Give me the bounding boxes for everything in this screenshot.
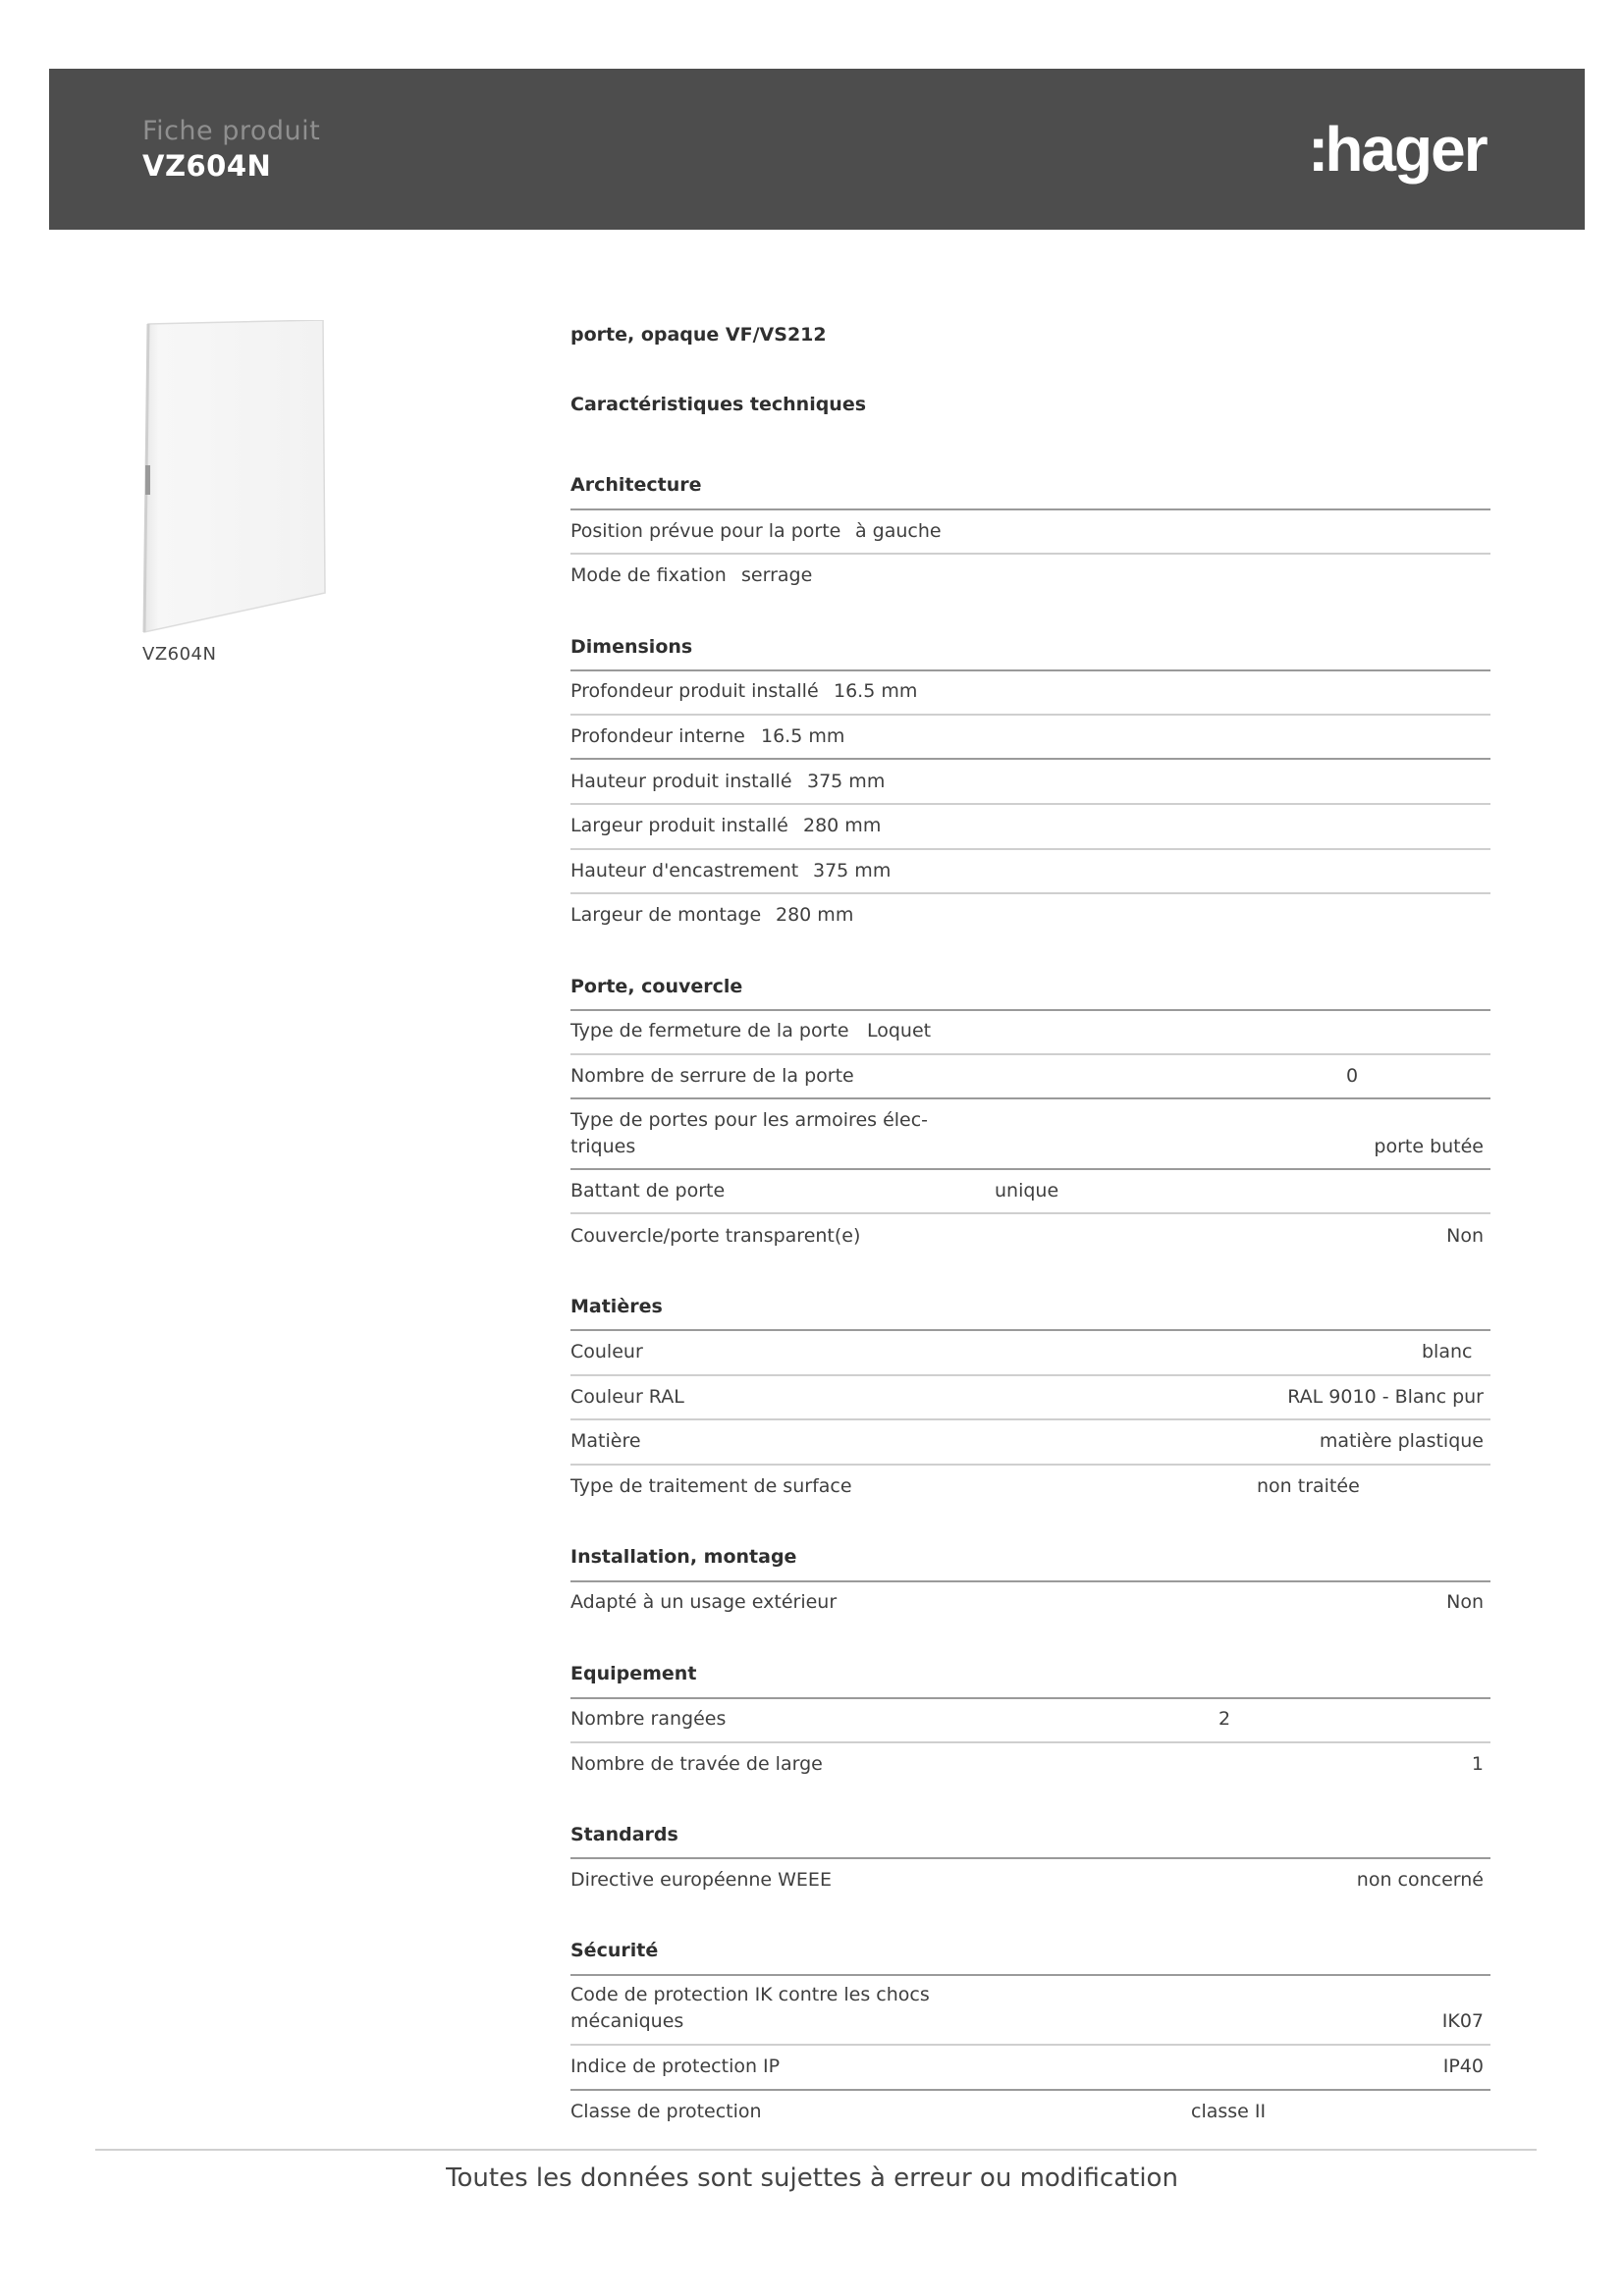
spec-value: blanc [1422,1341,1473,1362]
spec-label-line: triques [570,1136,636,1157]
header-title: VZ604N [142,149,272,183]
section-title-dimensions: Dimensions [570,636,693,658]
spec-row [570,1982,1490,2035]
spec-label-line: Code de protection IK contre les chocs [570,1984,930,2005]
spec-value: serrage [741,564,813,586]
footer-disclaimer: Toutes les données sont sujettes à erreur ou modification [446,2163,1178,2193]
spec-label: Type de traitement de surface [570,1475,852,1497]
spec-label: Couleur [570,1341,643,1362]
spec-value: 2 [1218,1708,1231,1730]
spec-label: Profondeur interne [570,725,745,747]
divider [570,553,1490,555]
divider [570,2044,1490,2046]
spec-value: RAL 9010 - Blanc pur [1287,1386,1484,1408]
section-title-equipement: Equipement [570,1663,697,1684]
spec-label: Mode de fixation [570,564,727,586]
page-header [49,69,1585,230]
divider [570,1857,1490,1859]
divider [570,1464,1490,1466]
spec-label [570,1982,983,2035]
spec-label: Largeur produit installé [570,815,788,836]
divider [570,848,1490,850]
divider [570,2089,1490,2091]
divider [570,1580,1490,1582]
footer-divider [95,2149,1537,2151]
spec-label: Largeur de montage [570,904,762,926]
spec-value: 0 [1346,1065,1359,1087]
divider [570,1212,1490,1214]
product-image [140,320,327,634]
spec-label: Hauteur produit installé [570,771,792,792]
spec-value: Non [1446,1591,1484,1613]
section-title-matieres: Matières [570,1296,663,1317]
divider [570,1974,1490,1976]
section-title-porte: Porte, couvercle [570,976,743,997]
spec-label: Nombre de travée de large [570,1753,823,1775]
divider [570,758,1490,760]
section-title-architecture: Architecture [570,474,702,496]
spec-value: non traitée [1257,1475,1360,1497]
spec-value: 1 [1471,1753,1484,1775]
divider [570,1168,1490,1170]
spec-label: Couleur RAL [570,1386,684,1408]
spec-label: Adapté à un usage extérieur [570,1591,838,1613]
spec-value: IK07 [1441,2010,1484,2032]
divider [570,1009,1490,1011]
divider [570,1741,1490,1743]
spec-label-line: mécaniques [570,2010,684,2032]
spec-value: à gauche [855,520,942,542]
spec-value: 280 mm [803,815,882,836]
spec-value: 375 mm [807,771,886,792]
section-title-securite: Sécurité [570,1940,659,1961]
spec-label: Matière [570,1430,641,1452]
divider [570,1329,1490,1331]
divider [570,1418,1490,1420]
spec-label: Position prévue pour la porte [570,520,841,542]
spec-label: Type de fermeture de la porte [570,1020,849,1041]
divider [570,508,1490,510]
section-title-standards: Standards [570,1824,678,1845]
spec-label: Couvercle/porte transparent(e) [570,1225,861,1247]
spec-value: porte butée [1374,1136,1484,1157]
spec-value: 375 mm [813,860,892,881]
spec-label: Hauteur d'encastrement [570,860,799,881]
spec-value: matière plastique [1319,1430,1484,1452]
divider [570,714,1490,716]
spec-label-line: Type de portes pour les armoires élec- [570,1109,929,1131]
divider [570,1374,1490,1376]
divider [570,892,1490,894]
spec-value: 16.5 mm [761,725,845,747]
spec-label: Indice de protection IP [570,2056,781,2077]
spec-row [570,1107,1490,1160]
hager-logo: :hager [1308,114,1487,185]
spec-value: non concerné [1356,1869,1484,1891]
spec-value: 280 mm [776,904,854,926]
logo-text: hager [1325,114,1487,185]
spec-value: 16.5 mm [834,680,918,702]
spec-value: Non [1446,1225,1484,1247]
section-title-installation: Installation, montage [570,1546,797,1568]
divider [570,1097,1490,1099]
spec-value: IP40 [1442,2056,1484,2077]
spec-label: Classe de protection [570,2101,762,2122]
divider [570,1053,1490,1055]
divider [570,803,1490,805]
product-description: porte, opaque VF/VS212 [570,324,827,346]
divider [570,1697,1490,1699]
spec-label: Nombre de serrure de la porte [570,1065,854,1087]
spec-label: Battant de porte [570,1180,726,1201]
spec-value: unique [995,1180,1059,1201]
spec-value: classe II [1191,2101,1267,2122]
product-caption: VZ604N [142,644,217,665]
spec-label: Nombre rangées [570,1708,727,1730]
header-subtitle: Fiche produit [142,116,321,146]
spec-label: Directive européenne WEEE [570,1869,832,1891]
spec-label: Profondeur produit installé [570,680,819,702]
specs-heading: Caractéristiques techniques [570,394,867,415]
divider [570,669,1490,671]
spec-label [570,1107,983,1160]
spec-value: Loquet [867,1020,932,1041]
